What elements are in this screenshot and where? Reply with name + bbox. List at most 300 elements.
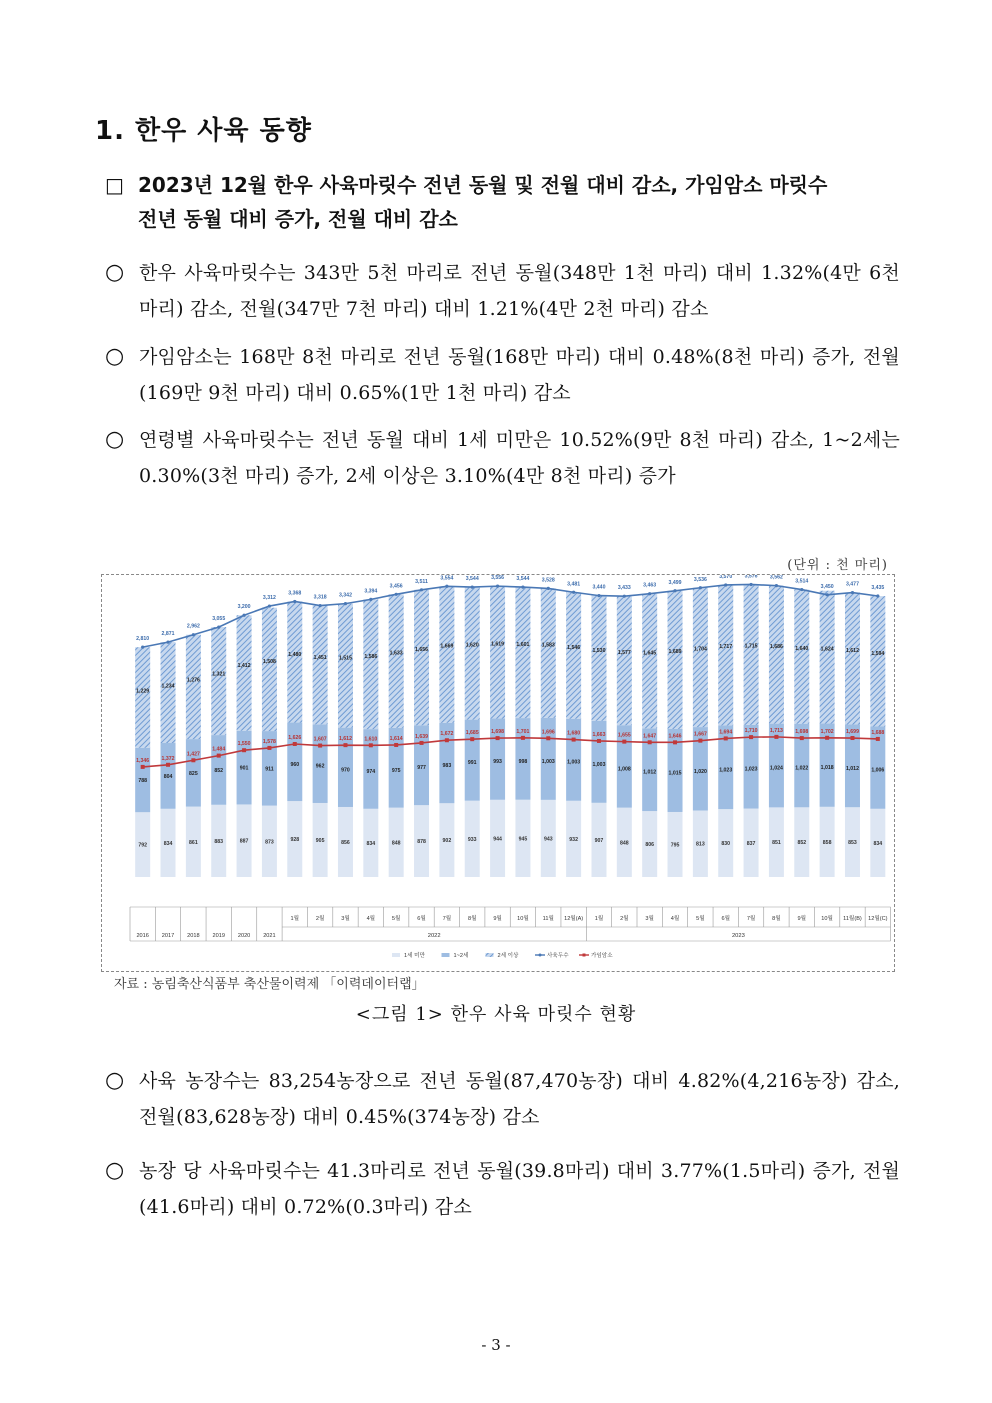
label-total: 3,394 [364,588,378,595]
bar-over-2 [414,590,429,725]
tick-label: 2019 [212,933,225,939]
label-over-2: 1,715 [744,643,758,650]
bullet-marker: ○ [105,344,125,369]
point-total [547,587,550,590]
point-breeding [572,738,576,742]
tick-label: 2018 [187,933,200,939]
label-over-2: 1,451 [313,654,327,661]
label-over-2: 1,612 [845,647,859,654]
label-1-to-2: 788 [138,777,148,784]
bar-over-2 [642,594,657,729]
label-breeding: 1,694 [719,729,733,736]
bar-over-2 [566,592,581,718]
label-under-1: 806 [645,842,655,849]
label-over-2: 1,480 [288,651,302,658]
bar-over-2 [262,608,277,731]
label-under-1: 834 [163,840,173,847]
label-under-1: 858 [822,839,832,846]
label-1-to-2: 974 [366,768,376,775]
label-1-to-2: 991 [467,760,477,767]
label-1-to-2: 852 [214,767,224,774]
label-1-to-2: 998 [518,758,528,765]
point-total [623,595,626,598]
bar-over-2 [718,585,733,725]
label-total: 3,450 [820,583,834,590]
label-1-to-2: 960 [290,761,300,768]
label-under-1: 848 [391,840,401,847]
legend-marker [583,954,586,957]
label-under-1: 902 [442,838,452,845]
bar-over-2 [465,587,480,720]
point-total [344,602,347,605]
point-total [319,604,322,607]
bar-over-2 [693,588,708,727]
bar-over-2 [313,606,328,725]
point-total [293,600,296,603]
bar-over-2 [515,587,530,718]
bullet-farm-count [105,1063,900,1135]
point-total [471,586,474,589]
tick-label: 3월 [645,916,654,922]
label-over-2: 1,624 [820,646,834,653]
label-breeding: 1,672 [440,731,454,738]
label-1-to-2: 977 [417,765,426,772]
label-over-2: 1,321 [212,671,226,678]
tick-label: 2020 [237,933,251,939]
tick-label: 4월 [366,916,376,922]
point-breeding [318,744,322,748]
label-breeding: 1,550 [237,741,251,748]
legend-label: 1세 미만 [404,953,425,959]
label-under-1: 852 [797,840,807,847]
label-under-1: 834 [873,840,883,847]
label-over-2: 1,515 [338,655,352,662]
tick-label: 1월 [594,916,604,922]
tick-label: 2021 [263,933,276,939]
bar-over-2 [287,601,302,722]
label-total: 2,962 [186,623,200,630]
label-over-2: 1,633 [389,650,403,657]
label-breeding: 1,607 [313,736,327,743]
point-total [242,614,245,617]
label-breeding: 1,698 [491,729,505,736]
bar-over-2 [186,635,201,739]
label-1-to-2: 911 [265,766,274,773]
label-1-to-2: 1,003 [541,758,555,765]
bar-over-2 [338,604,353,728]
label-total: 3,435 [871,585,885,592]
label-1-to-2: 1,023 [744,766,758,773]
label-breeding: 1,346 [136,757,150,764]
label-under-1: 943 [543,836,553,843]
label-1-to-2: 804 [163,773,173,780]
unit-label: (단위 : 천 마리) [787,558,888,573]
legend-swatch [442,953,450,957]
point-total [648,592,651,595]
label-total: 3,499 [668,579,682,586]
page-number: - 3 - [481,1336,511,1354]
point-total [268,604,271,607]
bullet-text: 농장 당 사육마릿수는 41.3마리로 전년 동월(39.8마리) 대비 3.77%(1.5마리) 증가, 전월(41.6마리) 대비 0.72%(0.3마리) 감소 [139,1160,900,1218]
point-breeding [825,736,829,740]
section-title: 1. 한우 사육 동향 [95,116,312,146]
label-total: 3,511 [415,578,428,585]
label-1-to-2: 1,008 [617,766,631,773]
point-breeding [141,765,145,769]
bar-over-2 [591,596,606,721]
point-breeding [242,748,246,752]
bullet-age-groups [105,422,900,494]
bar-over-2 [668,591,683,729]
label-over-2: 1,594 [871,650,885,657]
label-under-1: 795 [670,842,680,849]
point-total [800,588,803,591]
tick-label: 4월 [670,916,680,922]
label-1-to-2: 1,020 [693,768,707,775]
point-breeding [191,758,195,762]
label-1-to-2: 1,023 [719,767,733,774]
label-over-2: 1,669 [440,643,454,650]
label-over-2: 1,645 [643,650,657,657]
point-breeding [546,736,550,740]
label-under-1: 932 [569,836,578,843]
point-breeding [597,739,601,743]
label-total: 3,456 [389,583,403,590]
point-breeding [876,737,880,741]
bar-over-2 [135,647,150,748]
label-under-1: 878 [417,839,426,846]
point-total [724,583,727,586]
year-group-label: 2023 [731,933,745,939]
point-total [192,633,195,636]
label-total: 3,544 [516,576,530,583]
point-breeding [394,743,398,747]
year-group-label: 2022 [427,933,441,939]
tick-label: 1월 [290,916,300,922]
bar-over-2 [161,642,176,743]
tick-label: 5월 [391,916,401,922]
label-over-2: 1,704 [693,646,707,653]
bar-over-2 [617,596,632,725]
bar-over-2 [211,627,226,735]
label-1-to-2: 983 [442,763,452,770]
bar-over-2 [820,591,835,724]
label-over-2: 1,229 [136,688,150,695]
point-total [851,591,854,594]
label-breeding: 1,713 [769,727,783,734]
bullet-marker: ○ [105,1068,125,1093]
bullet-text: 연령별 사육마릿수는 전년 동월 대비 1세 미만은 10.52%(9만 8천 마리) 감소, 1~2세는 0.30%(3천 마리) 증가, 2세 이상은 3.10%(4만 8천 마리) 증가 [139,429,900,487]
point-breeding [166,763,170,767]
tick-label: 8월 [772,916,781,922]
label-breeding: 1,701 [516,728,530,735]
label-breeding: 1,685 [465,730,479,737]
legend-label: 가임암소 [591,953,613,959]
point-total [445,585,448,588]
label-over-2: 1,276 [186,677,200,684]
label-over-2: 1,619 [491,641,505,648]
bar-over-2 [389,594,404,728]
bullet-marker: ○ [105,427,125,452]
bar-over-2 [870,596,885,726]
point-breeding [698,739,702,743]
point-total [749,583,752,586]
bar-over-2 [490,586,505,718]
legend-label: 사육두수 [547,953,569,959]
label-under-1: 848 [619,840,629,847]
point-breeding [521,736,525,740]
label-total: 3,514 [795,578,809,585]
figure-caption: <그림 1> 한우 사육 마릿수 현황 [355,1004,637,1025]
heading-line-2: 전년 동월 대비 증가, 전월 대비 감소 [138,207,458,231]
tick-label: 2017 [161,933,175,939]
point-total [673,589,676,592]
label-1-to-2: 825 [189,770,198,777]
point-breeding [267,746,271,750]
label-total: 3,554 [440,575,454,582]
label-breeding: 1,696 [541,729,555,736]
label-breeding: 1,647 [643,733,657,740]
label-1-to-2: 1,022 [795,765,809,772]
tick-label: 6월 [721,916,730,922]
point-total [496,585,499,588]
tick-label: 2월 [620,916,629,922]
bullet-text: 한우 사육마릿수는 343만 5천 마리로 전년 동월(348만 1천 마리) 대비 1.32%(4만 6천 마리) 감소, 전월(347만 7천 마리) 대비 1.21%(4만 2천 마리) 감소 [139,262,900,320]
label-under-1: 944 [493,836,502,843]
bullet-marker: ○ [105,1158,125,1183]
chart-frame [101,574,895,972]
label-total: 3,544 [465,576,479,583]
label-breeding: 1,639 [415,733,429,740]
point-breeding [217,754,221,758]
point-total [420,588,423,591]
label-1-to-2: 970 [341,767,350,774]
label-over-2: 1,546 [567,645,581,652]
label-1-to-2: 1,012 [643,769,657,776]
label-over-2: 1,583 [541,642,555,649]
label-1-to-2: 1,015 [668,770,682,777]
label-breeding: 1,614 [389,735,403,742]
label-breeding: 1,699 [845,729,859,736]
label-1-to-2: 993 [493,759,502,766]
label-over-2: 1,717 [719,644,733,651]
bar-over-2 [237,615,252,731]
tick-label: 12월(C) [868,916,888,922]
label-over-2: 1,508 [262,659,276,666]
bullet-breeding-cows [105,339,900,411]
label-total: 3,536 [693,576,707,583]
point-total [369,598,372,601]
tick-label: 7월 [746,916,756,922]
bullet-cattle-count [105,255,900,327]
tick-label: 11월(B) [843,916,862,922]
tick-label: 2016 [136,933,149,939]
label-breeding: 1,427 [186,751,200,758]
point-breeding [774,735,778,739]
label-breeding: 1,680 [567,730,581,737]
label-under-1: 851 [772,840,781,847]
label-over-2: 1,656 [415,646,429,653]
label-total: 3,463 [643,582,657,589]
label-breeding: 1,626 [288,734,302,741]
tick-label: 10월 [821,916,833,922]
tick-label: 9월 [493,916,502,922]
tick-label: 11월 [542,916,554,922]
point-breeding [420,741,424,745]
label-1-to-2: 1,006 [871,767,885,774]
label-1-to-2: 1,012 [845,765,859,772]
label-breeding: 1,702 [820,728,834,735]
label-breeding: 1,610 [364,736,378,743]
label-total: 2,871 [161,631,175,638]
heading-marker: □ [105,173,124,197]
bullet-marker: ○ [105,260,125,285]
label-1-to-2: 962 [315,763,325,770]
label-total: 3,440 [592,584,606,591]
label-1-to-2: 901 [239,765,249,772]
label-breeding: 1,667 [693,731,707,738]
point-breeding [673,740,677,744]
label-over-2: 1,412 [237,663,251,670]
label-under-1: 830 [721,841,731,848]
label-1-to-2: 1,018 [820,765,834,772]
point-breeding [622,740,626,744]
label-under-1: 873 [265,839,274,846]
bullet-text: 가임암소는 168만 8천 마리로 전년 동월(168만 마리) 대비 0.48%(8천 마리) 증가, 전월(169만 9천 마리) 대비 0.65%(1만 1천 마리) 감소 [139,346,900,404]
label-total: 3,200 [237,604,251,611]
label-under-1: 792 [138,842,148,849]
tick-label: 10월 [517,916,529,922]
label-breeding: 1,698 [795,729,809,736]
label-total: 3,055 [212,616,226,623]
heading-line-1: 2023년 12월 한우 사육마릿수 전년 동월 및 전월 대비 감소, 가임암소 마릿수 [138,173,828,197]
point-total [217,626,220,629]
bar-over-2 [363,599,378,729]
point-total [521,586,524,589]
label-breeding: 1,578 [262,738,276,745]
point-total [572,591,575,594]
point-total [699,586,702,589]
label-breeding: 1,646 [668,733,682,740]
label-1-to-2: 1,003 [592,761,606,768]
label-under-1: 883 [214,838,224,845]
label-under-1: 928 [290,837,300,844]
tick-label: 9월 [797,916,807,922]
bar-over-2 [439,586,454,723]
summary-heading [105,168,905,236]
label-over-2: 1,640 [795,645,809,652]
tick-label: 7월 [442,916,452,922]
label-total: 3,477 [845,581,859,588]
legend-swatch [392,953,400,957]
label-total: 3,556 [491,575,505,582]
label-over-2: 1,601 [516,642,530,649]
label-breeding: 1,688 [871,729,885,736]
point-breeding [496,736,500,740]
label-under-1: 905 [315,837,325,844]
bar-over-2 [744,585,759,725]
label-under-1: 887 [239,838,249,845]
point-total [876,594,879,597]
label-total: 3,481 [567,581,581,588]
label-total: 3,570 [719,575,733,580]
label-breeding: 1,484 [212,746,226,753]
label-under-1: 856 [341,839,350,846]
label-total: 3,562 [769,575,783,581]
label-over-2: 1,234 [161,683,175,690]
label-over-2: 1,530 [592,647,606,654]
bullet-text: 사육 농장수는 83,254농장으로 전년 동월(87,470농장) 대비 4.82%(4,216농장) 감소, 전월(83,628농장) 대비 0.45%(374농장) 감소 [139,1070,900,1128]
bar-over-2 [769,586,784,724]
point-total [166,641,169,644]
cattle-chart [102,575,893,970]
tick-label: 12월(A) [564,916,584,922]
point-breeding [343,743,347,747]
label-1-to-2: 975 [391,767,401,774]
label-breeding: 1,655 [617,732,631,739]
label-breeding: 1,372 [161,755,175,762]
point-total [395,593,398,596]
point-breeding [648,740,652,744]
label-total: 3,576 [744,575,758,580]
point-breeding [293,742,297,746]
point-total [597,594,600,597]
label-breeding: 1,612 [338,736,352,743]
label-total: 3,312 [262,595,276,602]
source-note: 자료 : 농림축산식품부 축산물이력제 「이력데이터랩」 [114,977,425,992]
label-under-1: 861 [189,839,198,846]
tick-label: 8월 [467,916,477,922]
label-total: 3,342 [338,592,352,599]
label-over-2: 1,686 [769,643,783,650]
label-over-2: 1,577 [617,650,631,657]
tick-label: 2월 [315,916,325,922]
point-breeding [749,735,753,739]
label-breeding: 1,710 [744,728,758,735]
label-under-1: 837 [746,840,756,847]
bar-over-2 [541,588,556,717]
label-under-1: 853 [848,840,857,847]
label-under-1: 907 [594,837,604,844]
point-total [826,593,829,596]
label-over-2: 1,620 [465,642,479,649]
label-over-2: 1,689 [668,648,682,655]
legend-marker [539,954,542,957]
label-over-2: 1,586 [364,653,378,660]
tick-label: 5월 [696,916,705,922]
label-total: 3,528 [541,577,555,584]
point-breeding [445,738,449,742]
label-1-to-2: 1,003 [567,759,581,766]
label-total: 3,318 [313,594,327,601]
point-breeding [470,737,474,741]
label-under-1: 834 [366,840,376,847]
label-total: 2,810 [136,636,150,643]
legend-label: 1~2세 [453,953,469,959]
point-total [141,646,144,649]
bullet-per-farm [105,1153,900,1225]
bar-over-2 [794,590,809,724]
point-breeding [800,736,804,740]
point-total [775,584,778,587]
label-total: 3,433 [617,585,631,592]
label-under-1: 945 [518,836,528,843]
tick-label: 6월 [417,916,426,922]
point-breeding [369,743,373,747]
label-breeding: 1,663 [592,731,606,738]
label-under-1: 933 [467,836,477,843]
label-1-to-2: 1,024 [769,765,783,772]
